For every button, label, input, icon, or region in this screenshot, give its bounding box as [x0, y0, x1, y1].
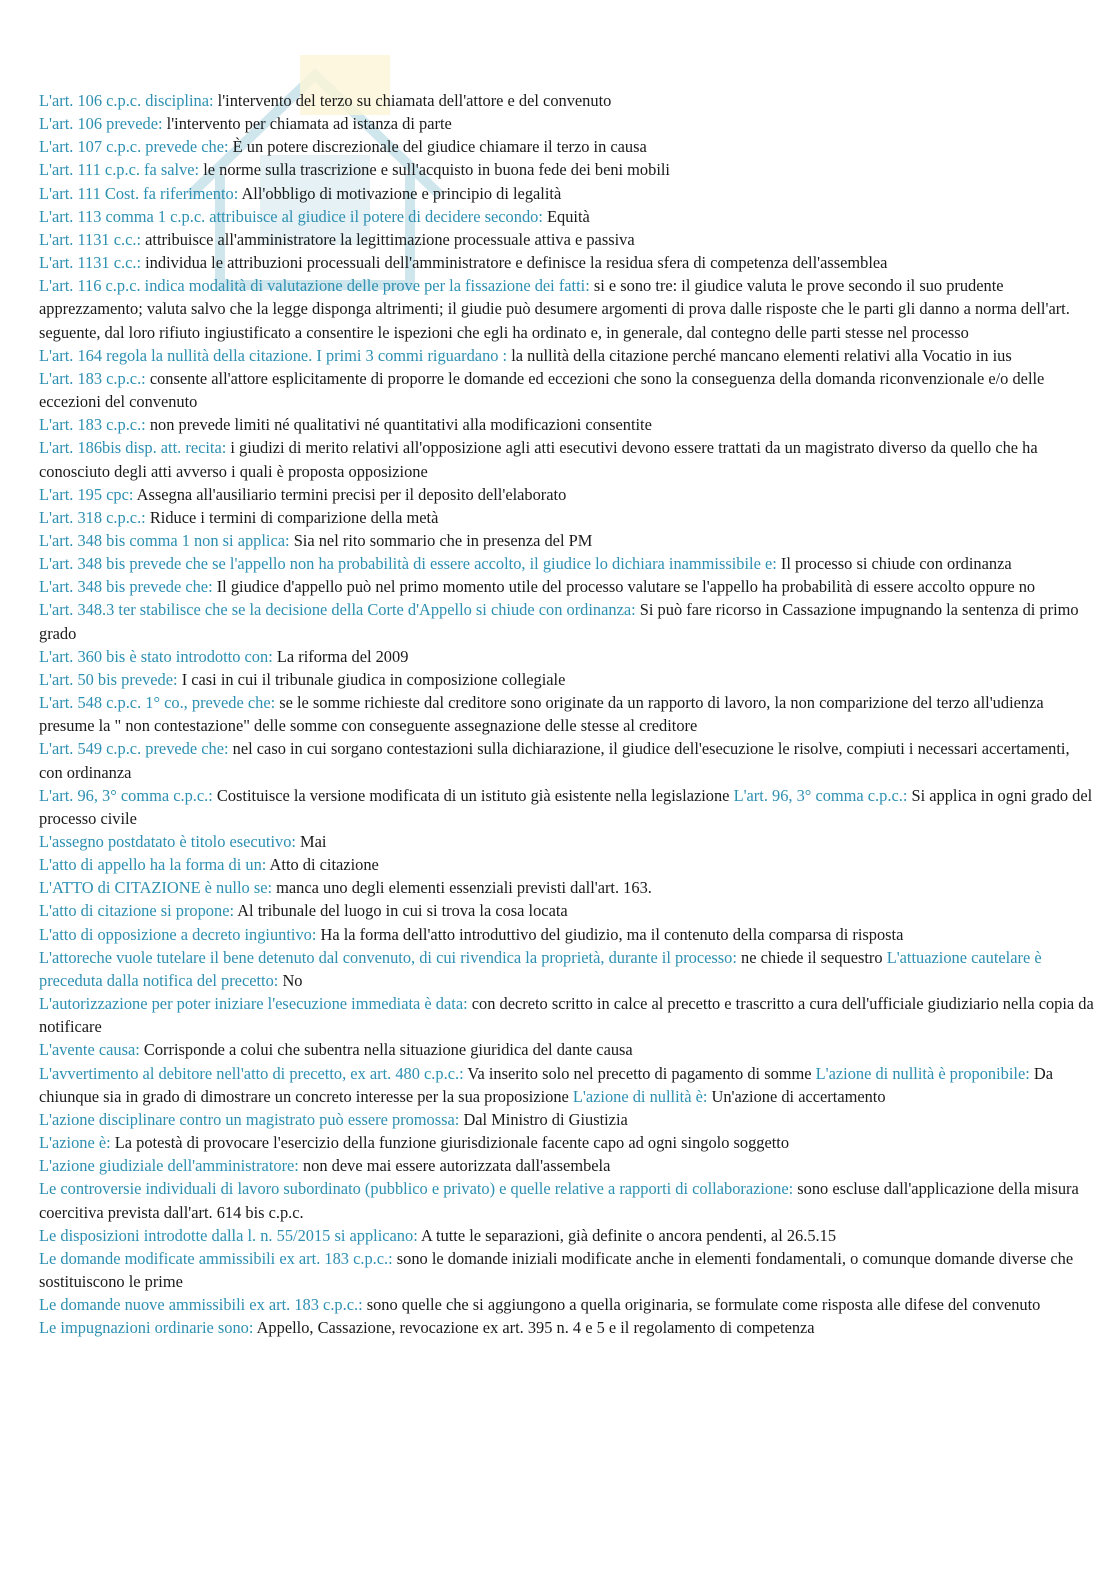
qa-paragraph	[39, 483, 1097, 506]
answer-text: si e sono tre: il giudice valuta le prove secondo il suo prudente apprezzamento; valuta salvo che la legge disponga altrimenti; il giudie può desumere argomenti di prova dalle risposte che le parti gli danno a norma dell'art. seguente, dal loro rifiuto ingiustificato a consentire le ispezioni che egli ha ordinato e, in generale, dal contegno delle parti stesse nel processo	[39, 276, 1070, 342]
qa-paragraph	[39, 367, 1097, 413]
question-text: L'art. 111 c.p.c. fa salve:	[39, 160, 200, 180]
question-text: L'art. 96, 3° comma c.p.c.:	[733, 785, 908, 805]
answer-text: Appello, Cassazione, revocazione ex art. 395 n. 4 e 5 e il regolamento di competenza	[253, 1318, 815, 1338]
question-text: L'art. 106 c.p.c. disciplina:	[39, 91, 214, 110]
qa-paragraph	[39, 598, 1097, 644]
question-text: L'avvertimento al debitore nell'atto di precetto, ex art. 480 c.p.c.:	[39, 1063, 464, 1083]
answer-text: manca uno degli elementi essenziali previsti dall'art. 163.	[272, 878, 652, 898]
answer-text: Costituisce la versione modificata di un istituto già esistente nella legislazione	[212, 785, 734, 805]
qa-paragraph	[39, 1316, 1097, 1339]
qa-paragraph	[39, 992, 1097, 1038]
answer-text: le norme sulla trascrizione e sull'acquisto in buona fede dei beni mobili	[199, 160, 670, 180]
answer-text: Assegna all'ausiliario termini precisi per il deposito dell'elaborato	[133, 484, 567, 504]
question-text: L'art. 318 c.p.c.:	[39, 507, 146, 527]
qa-paragraph	[39, 158, 1097, 181]
question-text: L'autorizzazione per poter iniziare l'esecuzione immediata è data:	[39, 994, 468, 1014]
answer-text: sono quelle che si aggiungono a quella originaria, se formulate come risposta alle difese del convenuto	[362, 1295, 1041, 1315]
question-text: L'azione è:	[39, 1133, 111, 1153]
qa-paragraph	[39, 1131, 1097, 1154]
qa-paragraph	[39, 89, 1097, 112]
question-text: L'art. 111 Cost. fa riferimento:	[39, 183, 239, 203]
answer-text: Dal Ministro di Giustizia	[459, 1109, 628, 1129]
question-text: L'art. 348 bis prevede che se l'appello non ha probabilità di essere accolto, il giudice lo dichiara inammissibile e:	[39, 554, 777, 574]
question-text: L'azione disciplinare contro un magistrato può essere promossa:	[39, 1109, 460, 1129]
answer-text: La potestà di provocare l'esercizio della funzione giurisdizionale facente capo ad ogni singolo soggetto	[110, 1133, 790, 1153]
answer-text: Al tribunale del luogo in cui si trova la cosa locata	[234, 901, 568, 921]
answer-text: non prevede limiti né qualitativi né quantitativi alla modificazioni consentite	[145, 415, 652, 435]
question-text: L'azione di nullità è:	[572, 1086, 708, 1106]
qa-paragraph	[39, 413, 1097, 436]
answer-text: l'intervento del terzo su chiamata dell'attore e del convenuto	[213, 91, 612, 110]
question-text: L'attuazione cautelare è preceduta dalla notifica del precetto:	[39, 947, 1042, 990]
qa-paragraph	[39, 228, 1097, 251]
qa-paragraph	[39, 923, 1097, 946]
question-text: L'atto di appello ha la forma di un:	[39, 855, 267, 875]
qa-paragraph	[39, 899, 1097, 922]
question-text: L'atto di citazione si propone:	[39, 901, 235, 921]
answer-text: nel caso in cui sorgano contestazioni sulla dichiarazione, il giudice dell'esecuzione le risolve, compiuti i necessari accertamenti, con ordinanza	[39, 739, 1070, 782]
answer-text: Ha la forma dell'atto introduttivo del giudizio, ma il contenuto della comparsa di risposta	[316, 924, 904, 944]
question-text: L'art. 106 prevede:	[39, 114, 163, 134]
qa-paragraph	[39, 344, 1097, 367]
qa-paragraph	[39, 274, 1097, 343]
question-text: L'art. 348 bis prevede che:	[39, 577, 213, 597]
question-text: Le disposizioni introdotte dalla l. n. 55/2015 si applicano:	[39, 1225, 418, 1245]
answer-text: ne chiede il sequestro	[736, 947, 887, 967]
answer-text: consente all'attore esplicitamente di proporre le domande ed eccezioni che sono la conseguenza della domanda riconvenzionale e/o delle eccezioni del convenuto	[39, 368, 1045, 412]
qa-paragraph	[39, 1062, 1097, 1108]
question-text: L'art. 348.3 ter stabilisce che se la decisione della Corte d'Appello si chiude con ordinanza:	[39, 600, 636, 620]
qa-paragraph	[39, 251, 1097, 274]
qa-paragraph	[39, 830, 1097, 853]
qa-paragraph	[39, 1224, 1097, 1247]
answer-text: la nullità della citazione perché mancano elementi relativi alla Vocatio in ius	[507, 345, 1012, 365]
qa-paragraph	[39, 737, 1097, 783]
qa-paragraph	[39, 853, 1097, 876]
document-body	[39, 89, 1097, 1339]
answer-text: Da chiunque sia in grado di dimostrare un concreto interesse per la sua proposizione	[39, 1063, 1054, 1106]
answer-text: sono le domande iniziali modificate anche in elementi fondamentali, o comunque domande diverse che sostituiscono le prime	[39, 1248, 1074, 1291]
question-text: L'ATTO di CITAZIONE è nullo se:	[39, 878, 273, 898]
answer-text: Il giudice d'appello può nel primo momento utile del processo valutare se l'appello ha probabilità di essere accolto oppure no	[212, 577, 1036, 597]
answer-text: i giudizi di merito relativi all'opposizione agli atti esecutivi devono essere trattati da un magistrato diverso da quello che ha conosciuto degli atti avverso i quali è proposta opposizione	[39, 438, 1038, 481]
qa-paragraph	[39, 691, 1097, 737]
qa-paragraph	[39, 135, 1097, 158]
answer-text: Corrisponde a colui che subentra nella situazione giuridica del dante causa	[139, 1040, 633, 1060]
answer-text: I casi in cui il tribunale giudica in composizione collegiale	[177, 669, 566, 689]
question-text: L'attoreche vuole tutelare il bene detenuto dal convenuto, di cui rivendica la proprietà, durante il processo:	[39, 947, 737, 967]
answer-text: All'obbligo di motivazione e principio di legalità	[238, 183, 562, 203]
answer-text: La riforma del 2009	[272, 646, 409, 666]
qa-paragraph	[39, 1293, 1097, 1316]
qa-paragraph	[39, 1177, 1097, 1223]
answer-text: Un'azione di accertamento	[707, 1086, 886, 1106]
question-text: L'art. 360 bis è stato introdotto con:	[39, 646, 273, 666]
question-text: L'art. 113 comma 1 c.p.c. attribuisce al giudice il potere di decidere secondo:	[39, 206, 543, 226]
answer-text: Il processo si chiude con ordinanza	[776, 554, 1012, 574]
qa-paragraph	[39, 946, 1097, 992]
qa-paragraph	[39, 784, 1097, 830]
qa-paragraph	[39, 1108, 1097, 1131]
question-text: Le impugnazioni ordinarie sono:	[39, 1318, 254, 1338]
answer-text: se le somme richieste dal creditore sono originate da un rapporto di lavoro, la non comparizione del terzo all'udienza presume la " non contestazione" delle somme con conseguente assegnazione delle stesse al creditore	[39, 693, 1044, 736]
answer-text: attribuisce all'amministratore la legittimazione processuale attiva e passiva	[141, 229, 635, 249]
question-text: L'art. 50 bis prevede:	[39, 669, 178, 689]
question-text: L'art. 549 c.p.c. prevede che:	[39, 739, 229, 759]
question-text: L'art. 164 regola la nullità della citazione. I primi 3 commi riguardano :	[39, 345, 508, 365]
answer-text: sono escluse dall'applicazione della misura coercitiva prevista dall'art. 614 bis c.p.c.	[39, 1179, 1079, 1222]
qa-paragraph	[39, 552, 1097, 575]
question-text: L'art. 195 cpc:	[39, 484, 134, 504]
question-text: L'art. 1131 c.c.:	[39, 229, 142, 249]
answer-text: Riduce i termini di comparizione della metà	[145, 507, 439, 527]
question-text: L'art. 183 c.p.c.:	[39, 368, 146, 388]
answer-text: Si può fare ricorso in Cassazione impugnando la sentenza di primo grado	[39, 600, 1079, 643]
question-text: L'art. 1131 c.c.:	[39, 253, 142, 273]
question-text: L'atto di opposizione a decreto ingiuntivo:	[39, 924, 317, 944]
question-text: Le domande nuove ammissibili ex art. 183 c.p.c.:	[39, 1295, 363, 1315]
qa-paragraph	[39, 112, 1097, 135]
answer-text: con decreto scritto in calce al precetto e trascritto a cura dell'ufficiale giudiziario nella copia da notificare	[39, 994, 1094, 1037]
answer-text: È un potere discrezionale del giudice chiamare il terzo in causa	[228, 137, 647, 157]
answer-text: Equità	[542, 206, 590, 226]
question-text: L'assegno postdatato è titolo esecutivo:	[39, 832, 296, 851]
qa-paragraph	[39, 506, 1097, 529]
question-text: Le controversie individuali di lavoro subordinato (pubblico e privato) e quelle relative a rapporti di collaborazione:	[39, 1179, 794, 1199]
qa-paragraph	[39, 1247, 1097, 1293]
question-text: Le domande modificate ammissibili ex art. 183 c.p.c.:	[39, 1248, 393, 1268]
answer-text: individua le attribuzioni processuali dell'amministratore e definisce la residua sfera di competenza dell'assemblea	[141, 253, 888, 273]
answer-text: l'intervento per chiamata ad istanza di parte	[162, 114, 452, 134]
qa-paragraph	[39, 529, 1097, 552]
question-text: L'azione di nullità è proponibile:	[815, 1063, 1030, 1083]
question-text: L'art. 186bis disp. att. recita:	[39, 438, 227, 458]
qa-paragraph	[39, 876, 1097, 899]
qa-paragraph	[39, 645, 1097, 668]
answer-text: non deve mai essere autorizzata dall'assembela	[298, 1156, 611, 1176]
answer-text: No	[278, 970, 303, 990]
question-text: L'art. 548 c.p.c. 1° co., prevede che:	[39, 693, 276, 713]
question-text: L'art. 116 c.p.c. indica modalità di valutazione delle prove per la fissazione dei fatti:	[39, 276, 590, 296]
question-text: L'art. 183 c.p.c.:	[39, 415, 146, 435]
answer-text: Mai	[295, 832, 327, 851]
answer-text: A tutte le separazioni, già definite o ancora pendenti, al 26.5.15	[417, 1225, 837, 1245]
answer-text: Si applica in ogni grado del processo civile	[39, 785, 1093, 828]
question-text: L'art. 348 bis comma 1 non si applica:	[39, 530, 290, 550]
qa-paragraph	[39, 1154, 1097, 1177]
question-text: L'azione giudiziale dell'amministratore:	[39, 1156, 299, 1176]
question-text: L'art. 96, 3° comma c.p.c.:	[39, 785, 213, 805]
qa-paragraph	[39, 205, 1097, 228]
question-text: L'avente causa:	[39, 1040, 140, 1060]
answer-text: Sia nel rito sommario che in presenza del PM	[289, 530, 593, 550]
qa-paragraph	[39, 182, 1097, 205]
qa-paragraph	[39, 575, 1097, 598]
question-text: L'art. 107 c.p.c. prevede che:	[39, 137, 229, 157]
answer-text: Va inserito solo nel precetto di pagamento di somme	[463, 1063, 816, 1083]
qa-paragraph	[39, 1038, 1097, 1061]
answer-text: Atto di citazione	[266, 855, 379, 875]
qa-paragraph	[39, 436, 1097, 482]
qa-paragraph	[39, 668, 1097, 691]
